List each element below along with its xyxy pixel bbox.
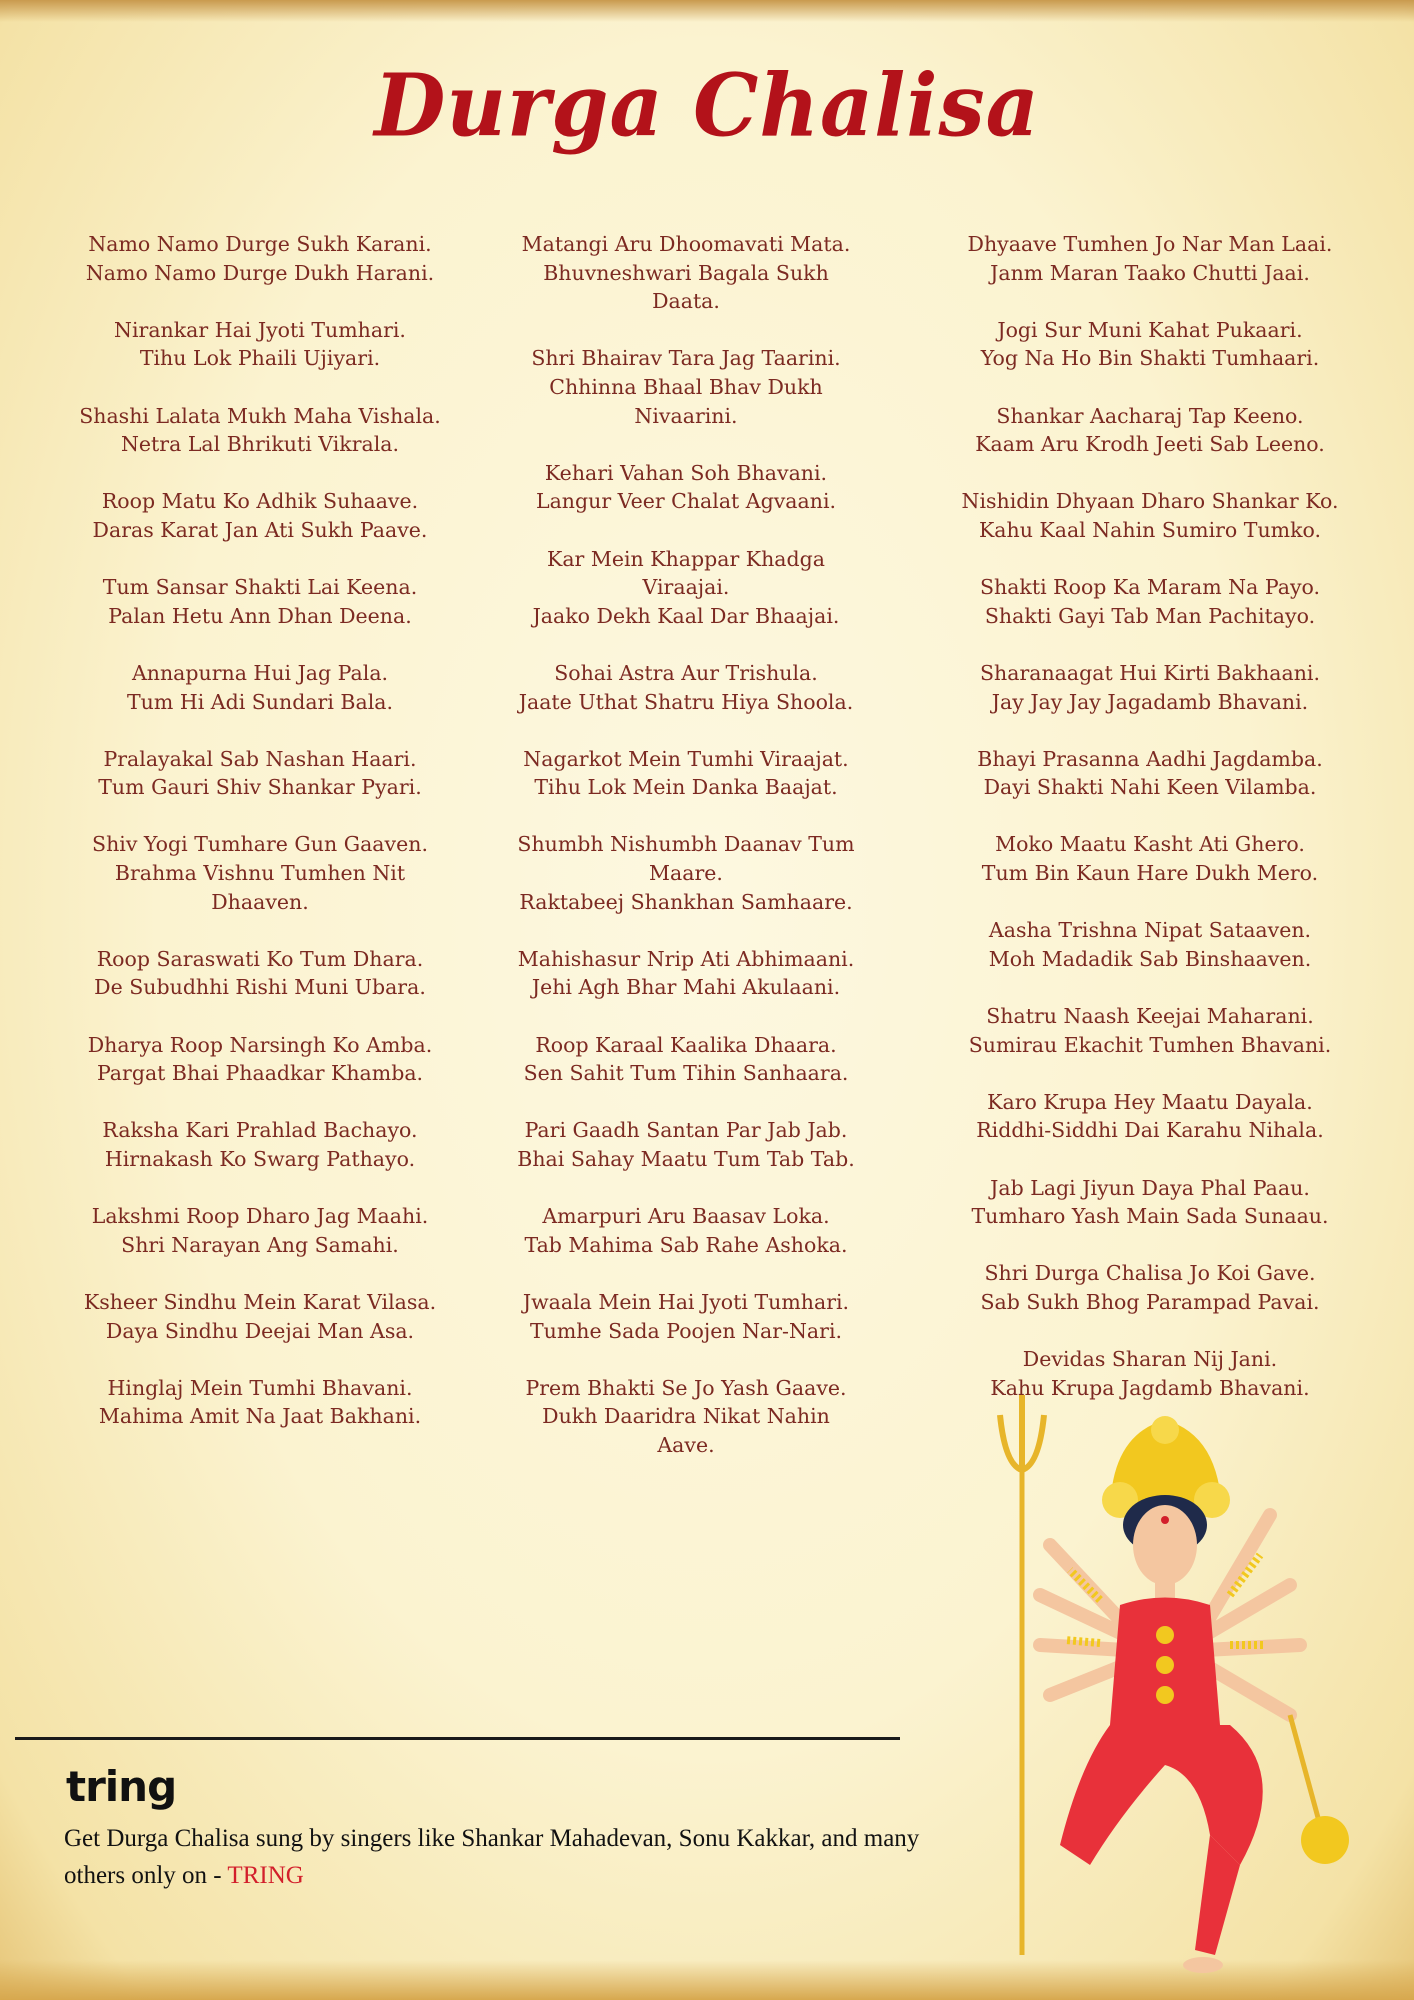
promo-text bbox=[64, 1820, 944, 1894]
verse-line: De Subudhhi Rishi Muni Ubara. bbox=[94, 975, 426, 1000]
verse-line: Tihu Lok Mein Danka Baajat. bbox=[534, 775, 838, 800]
verse-line: Tumhe Sada Poojen Nar-Nari. bbox=[529, 1318, 843, 1343]
verse-stanza bbox=[930, 659, 1370, 716]
verse-stanza bbox=[930, 916, 1370, 973]
verse-line: Shatru Naash Keejai Maharani. bbox=[986, 1004, 1314, 1029]
verse-line: Dukh Daaridra Nikat Nahin bbox=[542, 1404, 830, 1429]
verse-line: Mahishasur Nrip Ati Abhimaani. bbox=[517, 946, 855, 971]
verse-stanza bbox=[466, 344, 906, 430]
verse-line: Nivaarini. bbox=[634, 403, 738, 428]
verse-stanza bbox=[40, 487, 480, 544]
verse-line: Pralayakal Sab Nashan Haari. bbox=[103, 746, 417, 771]
verse-stanza bbox=[466, 659, 906, 716]
verse-line: Moko Maatu Kasht Ati Ghero. bbox=[995, 832, 1305, 857]
verse-line: Dayi Shakti Nahi Keen Vilamba. bbox=[983, 775, 1317, 800]
verse-line: Kar Mein Khappar Khadga bbox=[547, 546, 825, 571]
verse-line: Roop Karaal Kaalika Dhaara. bbox=[535, 1032, 837, 1057]
verse-line: Tum Hi Adi Sundari Bala. bbox=[126, 689, 394, 714]
verse-line: Tum Bin Kaun Hare Dukh Mero. bbox=[981, 861, 1319, 886]
verse-line: Shumbh Nishumbh Daanav Tum bbox=[517, 832, 855, 857]
verse-line: Sen Sahit Tum Tihin Sanhaara. bbox=[523, 1061, 849, 1086]
verse-stanza bbox=[466, 1031, 906, 1088]
verse-stanza bbox=[930, 1088, 1370, 1145]
verse-line: Kahu Kaal Nahin Sumiro Tumko. bbox=[978, 517, 1322, 542]
verse-stanza bbox=[40, 1031, 480, 1088]
verse-line: Jay Jay Jay Jagadamb Bhavani. bbox=[991, 689, 1309, 714]
verse-line: Shiv Yogi Tumhare Gun Gaaven. bbox=[92, 832, 428, 857]
verse-stanza bbox=[930, 487, 1370, 544]
verse-stanza bbox=[40, 830, 480, 916]
verse-line: Tumharo Yash Main Sada Sunaau. bbox=[971, 1204, 1329, 1229]
verse-line: Sumirau Ekachit Tumhen Bhavani. bbox=[968, 1032, 1332, 1057]
verse-line: Namo Namo Durge Dukh Harani. bbox=[85, 260, 435, 285]
verse-line: Annapurna Hui Jag Pala. bbox=[131, 660, 389, 685]
verse-stanza bbox=[466, 1374, 906, 1460]
verse-stanza bbox=[930, 1259, 1370, 1316]
verse-line: Roop Matu Ko Adhik Suhaave. bbox=[101, 489, 419, 514]
verse-line: Sohai Astra Aur Trishula. bbox=[554, 660, 818, 685]
verse-line: Pargat Bhai Phaadkar Khamba. bbox=[96, 1061, 424, 1086]
verse-stanza bbox=[466, 230, 906, 316]
verse-stanza bbox=[930, 1345, 1370, 1402]
verse-stanza bbox=[466, 459, 906, 516]
verse-line: Nishidin Dhyaan Dharo Shankar Ko. bbox=[961, 489, 1339, 514]
verse-stanza bbox=[466, 945, 906, 1002]
verse-stanza bbox=[40, 1288, 480, 1345]
verse-line: Prem Bhakti Se Jo Yash Gaave. bbox=[525, 1375, 847, 1400]
verse-line: Namo Namo Durge Sukh Karani. bbox=[88, 232, 432, 256]
verse-stanza bbox=[930, 402, 1370, 459]
verse-line: Janm Maran Taako Chutti Jaai. bbox=[990, 260, 1310, 285]
verse-stanza bbox=[930, 573, 1370, 630]
verse-line: Yog Na Ho Bin Shakti Tumhaari. bbox=[980, 346, 1320, 371]
verse-stanza bbox=[40, 1374, 480, 1431]
verse-line: Raksha Kari Prahlad Bachayo. bbox=[102, 1118, 418, 1143]
verse-line: Nirankar Hai Jyoti Tumhari. bbox=[114, 317, 406, 342]
verse-line: Lakshmi Roop Dharo Jag Maahi. bbox=[91, 1204, 429, 1229]
verse-stanza bbox=[930, 316, 1370, 373]
verse-stanza bbox=[40, 1202, 480, 1259]
verse-stanza bbox=[40, 316, 480, 373]
verse-stanza bbox=[40, 402, 480, 459]
verse-line: Brahma Vishnu Tumhen Nit bbox=[114, 861, 406, 886]
verse-stanza bbox=[40, 1116, 480, 1173]
verse-stanza bbox=[930, 1002, 1370, 1059]
verse-stanza bbox=[466, 1288, 906, 1345]
verse-stanza bbox=[40, 230, 480, 287]
verse-stanza bbox=[930, 745, 1370, 802]
verse-line: Shri Narayan Ang Samahi. bbox=[121, 1232, 399, 1257]
verse-line: Jab Lagi Jiyun Daya Phal Paau. bbox=[990, 1175, 1310, 1200]
verse-line: Tab Mahima Sab Rahe Ashoka. bbox=[524, 1232, 848, 1257]
verse-line: Tum Gauri Shiv Shankar Pyari. bbox=[98, 775, 422, 800]
verse-line: Roop Saraswati Ko Tum Dhara. bbox=[96, 946, 424, 971]
verse-line: Ksheer Sindhu Mein Karat Vilasa. bbox=[83, 1289, 437, 1314]
verse-line: Moh Madadik Sab Binshaaven. bbox=[988, 946, 1312, 971]
verse-line: Mahima Amit Na Jaat Bakhani. bbox=[98, 1404, 422, 1429]
verse-line: Shashi Lalata Mukh Maha Vishala. bbox=[79, 403, 441, 428]
verse-line: Maare. bbox=[649, 861, 723, 886]
verse-line: Jogi Sur Muni Kahat Pukaari. bbox=[997, 317, 1303, 342]
verse-stanza bbox=[466, 1116, 906, 1173]
verse-line: Jehi Agh Bhar Mahi Akulaani. bbox=[531, 975, 841, 1000]
verse-line: Shankar Aacharaj Tap Keeno. bbox=[996, 403, 1304, 428]
durga-illustration bbox=[960, 1395, 1400, 1985]
verse-line: Tum Sansar Shakti Lai Keena. bbox=[102, 575, 418, 600]
tring-logo[interactable]: tring bbox=[66, 1762, 177, 1811]
verse-line: Tihu Lok Phaili Ujiyari. bbox=[139, 346, 381, 371]
verse-stanza bbox=[40, 573, 480, 630]
verse-line: Shri Durga Chalisa Jo Koi Gave. bbox=[984, 1261, 1316, 1286]
verse-stanza bbox=[466, 830, 906, 916]
verse-line: Langur Veer Chalat Agvaani. bbox=[535, 489, 837, 514]
verse-line: Jaako Dekh Kaal Dar Bhaajai. bbox=[532, 603, 840, 628]
verse-line: Devidas Sharan Nij Jani. bbox=[1022, 1347, 1278, 1372]
verse-line: Raktabeej Shankhan Samhaare. bbox=[519, 889, 853, 914]
paper-edge-top bbox=[0, 0, 1414, 22]
verse-stanza bbox=[40, 745, 480, 802]
verse-line: Kaam Aru Krodh Jeeti Sab Leeno. bbox=[975, 432, 1325, 457]
verse-line: Palan Hetu Ann Dhan Deena. bbox=[108, 603, 412, 628]
verse-line: Daras Karat Jan Ati Sukh Paave. bbox=[92, 517, 428, 542]
verse-line: Amarpuri Aru Baasav Loka. bbox=[542, 1204, 830, 1229]
verse-line: Chhinna Bhaal Bhav Dukh bbox=[549, 374, 823, 399]
verse-stanza bbox=[40, 945, 480, 1002]
verse-line: Pari Gaadh Santan Par Jab Jab. bbox=[524, 1118, 848, 1143]
promo-body: Get Durga Chalisa sung by singers like Shankar Mahadevan, Sonu Kakkar, and many others only on - bbox=[64, 1825, 920, 1889]
footer-divider bbox=[15, 1737, 900, 1740]
verse-line: Netra Lal Bhrikuti Vikrala. bbox=[120, 432, 400, 457]
verse-line: Shakti Gayi Tab Man Pachitayo. bbox=[984, 603, 1316, 628]
verse-stanza bbox=[466, 545, 906, 631]
verse-line: Aasha Trishna Nipat Sataaven. bbox=[988, 918, 1312, 943]
verse-line: Karo Krupa Hey Maatu Dayala. bbox=[987, 1089, 1313, 1114]
verse-line: Shakti Roop Ka Maram Na Payo. bbox=[979, 575, 1321, 600]
verse-line: Daata. bbox=[652, 289, 720, 314]
verse-line: Nagarkot Mein Tumhi Viraajat. bbox=[523, 746, 849, 771]
verse-column-2 bbox=[466, 230, 906, 1488]
verse-stanza bbox=[930, 830, 1370, 887]
verse-stanza bbox=[466, 745, 906, 802]
verse-line: Bhayi Prasanna Aadhi Jagdamba. bbox=[977, 746, 1323, 771]
verse-line: Shri Bhairav Tara Jag Taarini. bbox=[531, 346, 841, 371]
verse-line: Dharya Roop Narsingh Ko Amba. bbox=[87, 1032, 433, 1057]
verse-line: Viraajai. bbox=[642, 575, 730, 600]
verse-line: Bhuvneshwari Bagala Sukh bbox=[543, 260, 829, 285]
verse-line: Dhyaave Tumhen Jo Nar Man Laai. bbox=[967, 232, 1333, 256]
verse-line: Daya Sindhu Deejai Man Asa. bbox=[105, 1318, 415, 1343]
page-title: Durga Chalisa bbox=[374, 55, 1040, 157]
verse-line: Jwaala Mein Hai Jyoti Tumhari. bbox=[522, 1289, 850, 1314]
verse-line: Sab Sukh Bhog Parampad Pavai. bbox=[980, 1289, 1320, 1314]
verse-line: Kahu Krupa Jagdamb Bhavani. bbox=[990, 1375, 1310, 1400]
verse-line: Kehari Vahan Soh Bhavani. bbox=[544, 460, 828, 485]
verse-line: Sharanaagat Hui Kirti Bakhaani. bbox=[979, 660, 1320, 685]
verse-stanza bbox=[930, 230, 1370, 287]
verse-column-3 bbox=[930, 230, 1370, 1431]
tring-link[interactable]: TRING bbox=[227, 1862, 304, 1889]
verse-line: Aave. bbox=[657, 1432, 715, 1457]
verse-line: Jaate Uthat Shatru Hiya Shoola. bbox=[518, 689, 854, 714]
verse-line: Hirnakash Ko Swarg Pathayo. bbox=[104, 1147, 416, 1171]
verse-stanza bbox=[930, 1174, 1370, 1231]
verse-column-1 bbox=[40, 230, 480, 1460]
verse-stanza bbox=[40, 659, 480, 716]
verse-line: Dhaaven. bbox=[211, 889, 309, 914]
verse-stanza bbox=[466, 1202, 906, 1259]
verse-line: Matangi Aru Dhoomavati Mata. bbox=[521, 232, 851, 256]
verse-line: Riddhi-Siddhi Dai Karahu Nihala. bbox=[976, 1118, 1324, 1143]
verse-line: Bhai Sahay Maatu Tum Tab Tab. bbox=[517, 1147, 855, 1171]
verse-line: Hinglaj Mein Tumhi Bhavani. bbox=[107, 1375, 413, 1400]
